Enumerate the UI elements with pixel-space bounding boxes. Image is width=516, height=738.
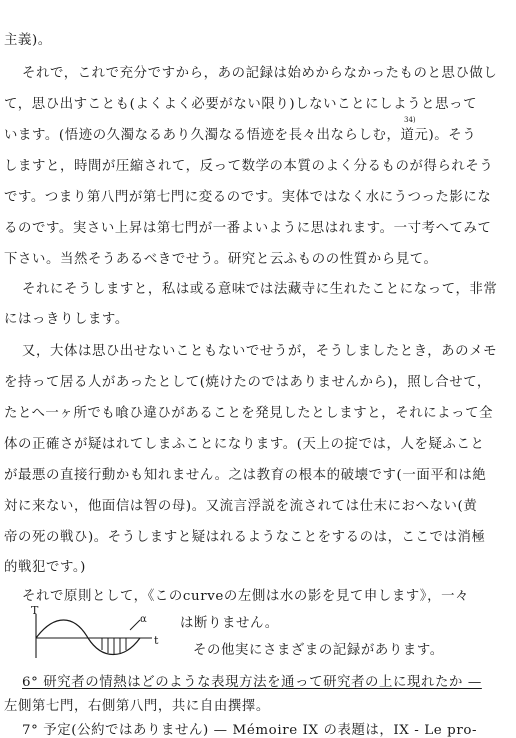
curve-mark-label: α (140, 614, 148, 625)
text-line-2: それで，これで充分ですから，あの記録は始めからなかったものと思ひ做し (22, 66, 498, 81)
text-line-6: です。つまり第八門が第七門に変るのです。実体ではなく水にうつった影にな (4, 190, 492, 205)
text-line-8: 下さい。当然そうあるべきでせう。研究と云ふものの性質から見て。 (4, 252, 438, 267)
curve-wave (36, 620, 140, 655)
text-line-9: それにそうしますと，私は或る意味では法藏寺に生れたことになって，非常 (22, 282, 498, 297)
text-line-17: 帝の死の戦ひ)。そうしますと疑はれるようなことをするのは，ここでは消極 (4, 530, 486, 545)
text-line-5: しますと，時間が圧縮されて，反って数学の本質のよく分るものが得られそう (4, 159, 494, 174)
curve-hatching (102, 638, 126, 654)
text-line-23: 左側第七門，右側第八門，共に自由撰擇。 (4, 699, 270, 714)
curve-figure (30, 604, 160, 666)
text-line-12: を持って居る人があったとして(焼けたのではありませんから)，照し合せて， (4, 375, 491, 390)
text-line-11: 又，大体は思ひ出せないこともないでせうが，そうしましたとき，あのメモ (22, 344, 498, 359)
text-line-7: るのです。実さい上昇は第七門が一番よいように思はれます。一寸考へてみて (4, 221, 492, 236)
text-line-1: 主義)。 (4, 33, 52, 48)
text-line-4: います。(悟迹の久濁なるあり久濁なる悟迹を長々出ならしむ，道元)。そう (4, 128, 477, 143)
text-line-15: が最悪の直接行動かも知れません。之は教育の根本的破壊です(一面平和は絶 (4, 468, 487, 483)
text-line-19: それで原則として，《このcurveの左側は水の影を見て申します》，一々 (22, 589, 470, 604)
text-line-10: にはっきりします。 (4, 312, 129, 327)
text-line-18: 的戦犯です。) (4, 560, 86, 575)
curve-axis-label-top: T (31, 604, 39, 617)
curve-mark-arrow (130, 620, 140, 630)
footnote-marker: 34) (404, 116, 416, 124)
text-line-16: 対に来ない，他面信は智の母)。又流言浮説を流されては仕末におへない(黄 (4, 499, 478, 514)
text-line-20: は断りません。 (180, 616, 279, 631)
text-line-13: たとへ一ヶ所でも喰ひ違ひがあることを発見したとしますと，それによって全 (4, 406, 494, 421)
text-line-21: その他実にさまざまの記録があります。 (193, 643, 444, 658)
section-6-heading: 6° 研究者の情熱はどのような表現方法を通って研究者の上に現れたか — (22, 675, 482, 690)
curve-axis-label-right: t (154, 634, 160, 647)
section-7-heading: 7° 予定(公約ではありません) — Mémoire IX の表題は，IX - Le pro- (22, 723, 478, 738)
text-line-14: 体の正確さが疑はれてしまふことになります。(天上の掟では，人を疑ふこと (4, 437, 485, 452)
text-line-3: て，思ひ出すことも(よくよく必要がない限り)しないことにしようと思って (4, 97, 478, 112)
